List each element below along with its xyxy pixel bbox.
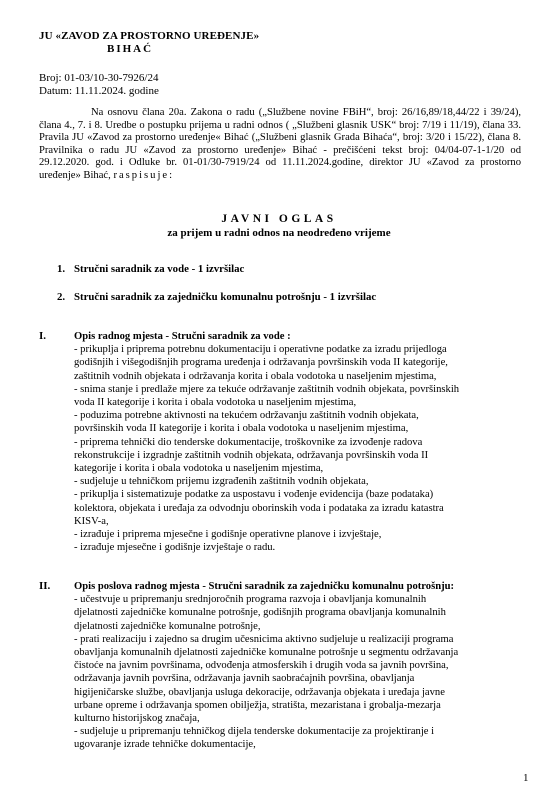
org-city: BIHAĆ xyxy=(107,43,154,55)
section-line: godišnjih i višegodišnjih programa uređenja i održavanja površinskih voda II kategorije, xyxy=(74,357,448,369)
section-line: - snima stanje i predlaže mjere za tekuće održavanje zaštitnih vodnih objekata, površinskih xyxy=(74,383,460,395)
section-line: kategorije i korita i obala vodotoka u naseljenim mjestima, xyxy=(74,463,324,475)
section-line: kolektora, objekata i uređaja za odvodnju oborinskih voda i podataka za izradu katastra xyxy=(74,502,444,514)
section-line: urbane opreme i održavanja spomen obilježja, stratišta, mezaristana i grobalja-mezarja xyxy=(74,699,441,711)
section-line: održavanja javnih površina, održavanja javnih saobraćajnih površina, obavljanja xyxy=(74,673,415,685)
section-line: površinskih voda II kategorije i korita i obala vodotoka u naseljenim mjestima, xyxy=(74,423,409,435)
section-job-description-communal xyxy=(74,580,522,752)
section-line: - učestvuje u pripremanju srednjoročnih programa razvoja i obavljanja komunalnih xyxy=(74,594,427,606)
section-line: - izrađuje mjesečne i godišnje izvještaje o radu. xyxy=(74,542,276,554)
section-line: - prikuplja i priprema potrebnu dokumentaciju i operativne podatke za izradu prijedloga xyxy=(74,344,447,356)
section-line: rekonstrukcije i izgradnje zaštitnih vodnih objekata, održavanja površinskih voda II xyxy=(74,449,429,461)
org-name: JU «ZAVOD ZA PROSTORNO UREĐENJE» xyxy=(39,30,260,42)
section-number: I. xyxy=(39,330,47,342)
section-line: - poduzima potrebne aktivnosti na tekućem održavanju zaštitnih vodnih objekata, xyxy=(74,410,419,422)
section-line: čistoće na javnim površinama, odvođenja atmosferskih i drugih voda sa javnih površina, xyxy=(74,660,449,672)
section-line: obavljanja komunalnih djelatnosti zajedničke komunalne potrošnje u segmentu održavanja xyxy=(74,647,459,659)
page-number: 1 xyxy=(523,772,529,784)
section-number: II. xyxy=(39,580,51,592)
section-line: - sudjeluje u pripremanju tehničkog dijela tenderske dokumentacije za projektiranje i xyxy=(74,726,435,738)
position-number: 2. xyxy=(57,291,66,303)
section-line: - priprema tehnički dio tenderske dokumentacije, troškovnike za izvođenje radova xyxy=(74,436,423,448)
section-line: voda II kategorije i korita i obala vodotoka u naseljenim mjestima, xyxy=(74,397,357,409)
intro-paragraph xyxy=(39,107,521,183)
section-heading: Opis poslova radnog mjesta - Stručni saradnik za zajedničku komunalnu potrošnju: xyxy=(74,581,455,592)
position-item xyxy=(57,263,244,275)
position-label: Stručni saradnik za vode - 1 izvršilac xyxy=(74,263,245,275)
announcement-subtitle: za prijem u radni odnos na neodređeno vrijeme xyxy=(167,227,391,239)
document-date: Datum: 11.11.2024. godine xyxy=(39,85,159,97)
intro-closing: raspisuje: xyxy=(113,169,175,181)
announcement-title: JAVNI OGLAS xyxy=(221,213,337,225)
section-line: - prati realizaciju i zajedno sa drugim učesnicima aktivno sudjeluje u realizaciji programa xyxy=(74,633,454,645)
section-line: KISV-a, xyxy=(74,515,109,527)
section-heading: Opis radnog mjesta - Stručni saradnik za vode : xyxy=(74,331,291,342)
section-line: higijeničarske službe, obavljanja usluga dekoracije, održavanja objekata i uređaja javne xyxy=(74,686,445,698)
section-line: - izrađuje i priprema mjesečne i godišnje operativne planove i izvještaje, xyxy=(74,529,382,541)
position-number: 1. xyxy=(57,263,66,275)
section-line: djelatnosti zajedničke komunalne potrošnje, xyxy=(74,620,261,632)
section-line: djelatnosti zajedničke komunalne potrošnje, godišnjih programa obavljanja komunalnih xyxy=(74,607,446,619)
section-line: - sudjeluje u tehničkom prijemu izgrađenih zaštitnih vodnih objekata, xyxy=(74,476,369,488)
section-line: - prikuplja i sistematizuje podatke za uspostavu i vođenje evidencija (baze podataka) xyxy=(74,489,434,501)
position-label: Stručni saradnik za zajedničku komunalnu potrošnju - 1 izvršilac xyxy=(74,291,377,303)
section-line: zaštitnih vodnih objekata i održavanja korita i obala vodotoka u naseljenim mjestima, xyxy=(74,370,437,382)
section-line: ugovaranje izrade tehničke dokumentacije, xyxy=(74,739,256,751)
intro-text: Na osnovu člana 20a. Zakona o radu („Službene novine FBiH“, broj: 26/16,89/18,44/22 i 39/24), člana 4., 7. i 8. Uredbe o postupku prijema u radni odnos ( „Službeni glasnik USK“ broj: 7/19 i 11/19), člana 33. Pravila JU «Zavod za prostorno uređenje« Bihać („Službeni glasnik Grada Bihaća“, broj: 3/20 i 15/22), člana 8. Pravilnika o radu JU «Zavod za prostorno uređenje» Bihać - prečišćeni tekst broj: 04/04-07-1-1/20 od 29.12.2020. god. i Odluke br. 01-01/30-7919/24 od 11.11.2024.godine, direktor JU «Zavod za prostorno uređenje» Bihać, xyxy=(39,107,521,181)
section-job-description-water xyxy=(74,330,522,554)
reference-number: Broj: 01-03/10-30-7926/24 xyxy=(39,72,159,84)
section-line: kulturno historijskog značaja, xyxy=(74,713,200,725)
position-item xyxy=(57,291,376,303)
